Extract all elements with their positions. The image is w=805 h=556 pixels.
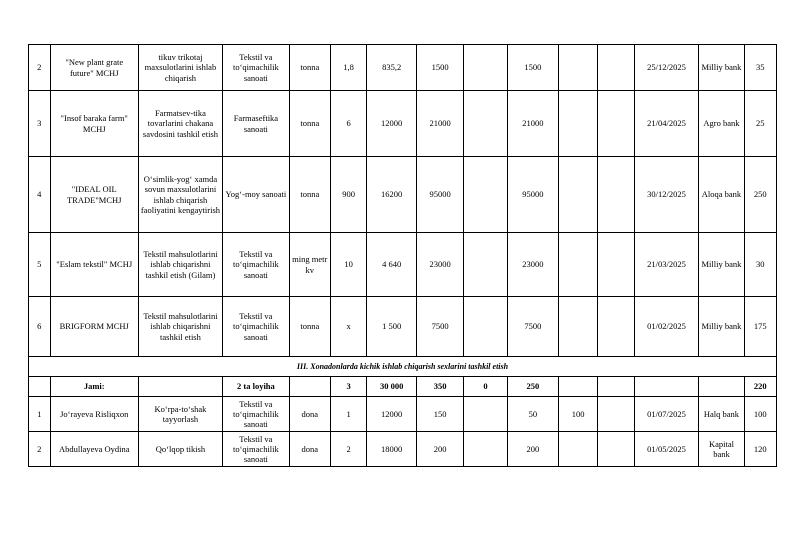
row-quantity: x bbox=[330, 297, 367, 357]
row-unit: tonna bbox=[289, 91, 330, 157]
totals-total: 350 bbox=[416, 377, 463, 397]
row-blank-one bbox=[464, 432, 507, 467]
row-cost: 4 640 bbox=[367, 233, 417, 297]
row-number: 3 bbox=[29, 91, 51, 157]
row-total: 95000 bbox=[416, 157, 463, 233]
row-cost: 12000 bbox=[367, 397, 417, 432]
row-activity: Farmatsev-tika tovarlarini chakana savdosini tashkil etish bbox=[138, 91, 222, 157]
row-number: 2 bbox=[29, 432, 51, 467]
row-date: 01/05/2025 bbox=[634, 432, 699, 467]
row-company-name: "Eslam tekstil" MCHJ bbox=[50, 233, 138, 297]
table-row bbox=[29, 297, 777, 357]
row-credit: 7500 bbox=[507, 297, 559, 357]
totals-own-funds bbox=[559, 377, 598, 397]
row-sector: Tekstil va to‘qimachilik sanoati bbox=[222, 297, 289, 357]
row-total: 1500 bbox=[416, 45, 463, 91]
table-row bbox=[29, 91, 777, 157]
table-row bbox=[29, 157, 777, 233]
row-sector: Yog‘-moy sanoati bbox=[222, 157, 289, 233]
section-heading: III. Xonadonlarda kichik ishlab chiqarish sexlarini tashkil etish bbox=[29, 357, 777, 377]
row-blank-one bbox=[464, 397, 507, 432]
row-bank: Kapital bank bbox=[699, 432, 744, 467]
row-quantity: 6 bbox=[330, 91, 367, 157]
totals-date bbox=[634, 377, 699, 397]
row-quantity: 1 bbox=[330, 397, 367, 432]
row-blank-one bbox=[464, 297, 507, 357]
totals-label: Jami: bbox=[50, 377, 138, 397]
row-activity: Ko‘rpa-to‘shak tayyorlash bbox=[138, 397, 222, 432]
row-cost: 835,2 bbox=[367, 45, 417, 91]
row-person-name: Abdullayeva Oydina bbox=[50, 432, 138, 467]
row-unit: tonna bbox=[289, 297, 330, 357]
row-blank-two bbox=[598, 91, 635, 157]
row-activity: Qo‘lqop tikish bbox=[138, 432, 222, 467]
row-quantity: 900 bbox=[330, 157, 367, 233]
row-company-name: "Insof baraka farm" MCHJ bbox=[50, 91, 138, 157]
totals-blank-two bbox=[598, 377, 635, 397]
row-unit: dona bbox=[289, 397, 330, 432]
row-company-name: BRIGFORM MCHJ bbox=[50, 297, 138, 357]
row-blank-two bbox=[598, 297, 635, 357]
row-cost: 16200 bbox=[367, 157, 417, 233]
row-blank-one bbox=[464, 157, 507, 233]
totals-jobs: 220 bbox=[744, 377, 776, 397]
row-credit: 95000 bbox=[507, 157, 559, 233]
totals-credit: 250 bbox=[507, 377, 559, 397]
row-company-name: "New plant grate future" MCHJ bbox=[50, 45, 138, 91]
row-date: 30/12/2025 bbox=[634, 157, 699, 233]
row-blank-two bbox=[598, 233, 635, 297]
row-sector: Tekstil va to‘qimachilik sanoati bbox=[222, 233, 289, 297]
totals-cost: 30 000 bbox=[367, 377, 417, 397]
row-unit: ming metr kv bbox=[289, 233, 330, 297]
row-total: 200 bbox=[416, 432, 463, 467]
row-credit: 23000 bbox=[507, 233, 559, 297]
row-total: 7500 bbox=[416, 297, 463, 357]
row-bank: Milliy bank bbox=[699, 297, 744, 357]
row-quantity: 10 bbox=[330, 233, 367, 297]
row-sector: Tekstil va to‘qimachilik sanoati bbox=[222, 397, 289, 432]
row-jobs: 175 bbox=[744, 297, 776, 357]
row-own-funds bbox=[559, 233, 598, 297]
row-number: 1 bbox=[29, 397, 51, 432]
totals-bank bbox=[699, 377, 744, 397]
row-sector: Tekstil va to‘qimachilik sanoati bbox=[222, 432, 289, 467]
row-jobs: 25 bbox=[744, 91, 776, 157]
investment-projects-table bbox=[28, 44, 777, 467]
row-blank-two bbox=[598, 432, 635, 467]
row-own-funds bbox=[559, 157, 598, 233]
row-credit: 21000 bbox=[507, 91, 559, 157]
row-number: 6 bbox=[29, 297, 51, 357]
row-date: 21/03/2025 bbox=[634, 233, 699, 297]
row-own-funds bbox=[559, 45, 598, 91]
row-total: 21000 bbox=[416, 91, 463, 157]
row-person-name: Jo‘rayeva Risliqxon bbox=[50, 397, 138, 432]
row-unit: tonna bbox=[289, 157, 330, 233]
row-bank: Aloqa bank bbox=[699, 157, 744, 233]
row-credit: 50 bbox=[507, 397, 559, 432]
row-jobs: 30 bbox=[744, 233, 776, 297]
row-date: 21/04/2025 bbox=[634, 91, 699, 157]
row-number: 4 bbox=[29, 157, 51, 233]
row-blank-two bbox=[598, 397, 635, 432]
row-bank: Agro bank bbox=[699, 91, 744, 157]
totals-row bbox=[29, 377, 777, 397]
row-own-funds bbox=[559, 297, 598, 357]
row-bank: Milliy bank bbox=[699, 45, 744, 91]
row-unit: dona bbox=[289, 432, 330, 467]
row-jobs: 120 bbox=[744, 432, 776, 467]
totals-activity bbox=[138, 377, 222, 397]
row-cost: 18000 bbox=[367, 432, 417, 467]
row-cost: 1 500 bbox=[367, 297, 417, 357]
row-total: 23000 bbox=[416, 233, 463, 297]
row-unit: tonna bbox=[289, 45, 330, 91]
totals-projects: 2 ta loyiha bbox=[222, 377, 289, 397]
row-jobs: 100 bbox=[744, 397, 776, 432]
row-quantity: 2 bbox=[330, 432, 367, 467]
row-bank: Halq bank bbox=[699, 397, 744, 432]
row-bank: Milliy bank bbox=[699, 233, 744, 297]
table-row bbox=[29, 233, 777, 297]
row-sector: Tekstil va to‘qimachilik sanoati bbox=[222, 45, 289, 91]
totals-number bbox=[29, 377, 51, 397]
row-activity: O‘simlik-yog‘ xamda sovun maxsulotlarini ishlab chiqarish faoliyatini kengaytirish bbox=[138, 157, 222, 233]
row-blank-one bbox=[464, 45, 507, 91]
row-quantity: 1,8 bbox=[330, 45, 367, 91]
table-row bbox=[29, 397, 777, 432]
row-number: 2 bbox=[29, 45, 51, 91]
row-activity: Tekstil mahsulotlarini ishlab chiqarishni tashkil etish (Gilam) bbox=[138, 233, 222, 297]
row-blank-one bbox=[464, 91, 507, 157]
totals-blank-one: 0 bbox=[464, 377, 507, 397]
row-own-funds bbox=[559, 91, 598, 157]
row-jobs: 35 bbox=[744, 45, 776, 91]
row-blank-two bbox=[598, 157, 635, 233]
row-blank-one bbox=[464, 233, 507, 297]
row-credit: 200 bbox=[507, 432, 559, 467]
row-date: 01/07/2025 bbox=[634, 397, 699, 432]
row-own-funds: 100 bbox=[559, 397, 598, 432]
totals-quantity: 3 bbox=[330, 377, 367, 397]
section-heading-row bbox=[29, 357, 777, 377]
row-total: 150 bbox=[416, 397, 463, 432]
row-jobs: 250 bbox=[744, 157, 776, 233]
row-sector: Farmaseftika sanoati bbox=[222, 91, 289, 157]
totals-unit bbox=[289, 377, 330, 397]
row-own-funds bbox=[559, 432, 598, 467]
row-cost: 12000 bbox=[367, 91, 417, 157]
table-row bbox=[29, 45, 777, 91]
row-blank-two bbox=[598, 45, 635, 91]
row-activity: tikuv trikotaj maxsulotlarini ishlab chiqarish bbox=[138, 45, 222, 91]
table-row bbox=[29, 432, 777, 467]
row-date: 01/02/2025 bbox=[634, 297, 699, 357]
row-date: 25/12/2025 bbox=[634, 45, 699, 91]
row-company-name: "IDEAL OIL TRADE"MCHJ bbox=[50, 157, 138, 233]
row-activity: Tekstil mahsulotlarini ishlab chiqarishni tashkil etish bbox=[138, 297, 222, 357]
row-number: 5 bbox=[29, 233, 51, 297]
row-credit: 1500 bbox=[507, 45, 559, 91]
